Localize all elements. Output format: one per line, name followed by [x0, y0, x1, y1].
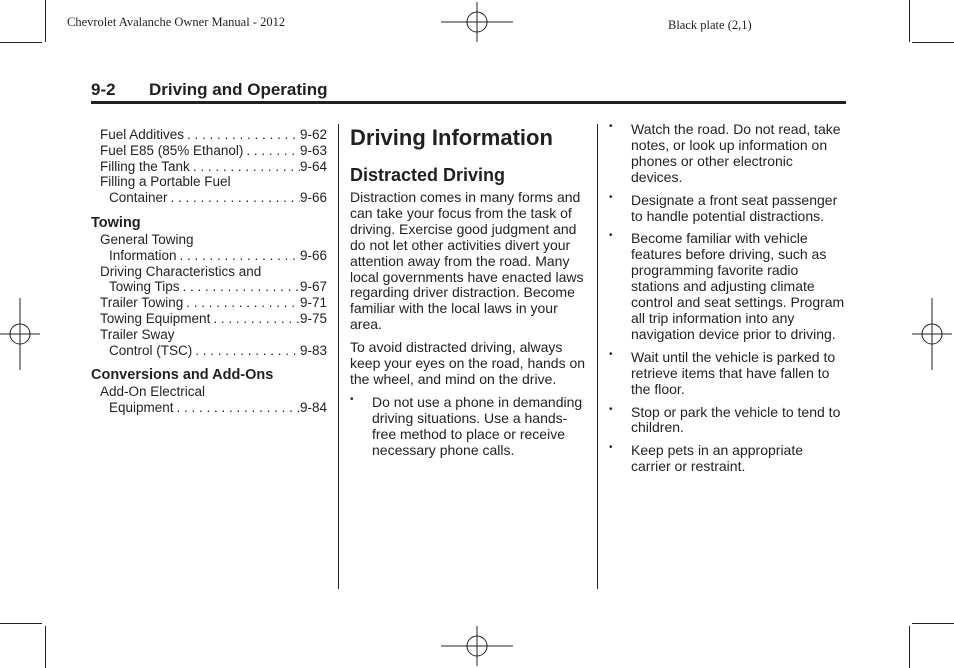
toc-entry[interactable] [91, 143, 327, 159]
toc-leader-dots [180, 279, 300, 295]
toc-entry-label: Trailer Towing [100, 295, 184, 311]
toc-entry-label: Filling the Tank [100, 158, 190, 174]
bullet-list [350, 395, 590, 459]
bullet-item [609, 231, 845, 342]
toc-page-number: 9-75 [299, 310, 327, 326]
toc-entry-label: Control (TSC) [109, 342, 193, 358]
crop-mark-top-left-h [0, 42, 42, 43]
bullet-icon: • [609, 403, 613, 415]
subsection-title: Distracted Driving [350, 165, 506, 185]
bullet-item [609, 443, 845, 475]
main-column [350, 124, 590, 466]
crop-mark-top-right-v [909, 0, 910, 42]
registration-target-icon [0, 298, 40, 370]
page-title: Driving Information [350, 125, 553, 150]
toc-entry-label: Fuel Additives [100, 127, 185, 142]
toc-page-number: 9-67 [299, 279, 327, 295]
toc-entry-label: Add-On Electrical [100, 384, 206, 400]
section-number: 9-2 [91, 80, 116, 99]
crop-mark-top-right-h [912, 42, 954, 43]
intro-paragraph: Distraction comes in many forms and can take your focus from the task of driving. Exercise good judgment and do not let other activities divert your attention away from the road. Many local governments have enacted laws regarding driver distraction. Become familiar with the local laws in your area. [350, 189, 584, 333]
right-column [609, 122, 845, 482]
registration-target-icon [441, 2, 513, 42]
toc-line [91, 400, 327, 416]
toc-entry[interactable] [91, 174, 327, 206]
toc-entry[interactable] [91, 264, 327, 296]
bullet-item [609, 350, 845, 398]
bullet-text: Stop or park the vehicle to tend to children. [631, 403, 841, 436]
crop-mark-bottom-left-v [45, 626, 46, 668]
toc-entry[interactable] [91, 127, 327, 143]
toc-entry-label: General Towing [100, 231, 194, 247]
column-divider [338, 124, 339, 589]
toc-entry-label: Information [109, 247, 177, 263]
bullet-icon: • [609, 191, 613, 203]
bullet-item [609, 405, 845, 437]
bullet-text: Become familiar with vehicle features before driving, such as programming favorite radio stations and adjusting climate control and seat settings. Program all trip information into any navigation device prior to driving. [631, 230, 845, 342]
bullet-text: Watch the road. Do not read, take notes, or look up information on phones or other electronic devices. [631, 121, 841, 185]
column-divider [597, 124, 598, 589]
header-plate-label: Black plate (2,1) [668, 18, 752, 32]
toc-line [91, 343, 327, 359]
bullet-icon: • [609, 230, 613, 242]
registration-target-icon [441, 626, 513, 666]
toc-leader-dots [184, 127, 300, 143]
toc-page-number: 9-66 [299, 247, 327, 263]
toc-entry[interactable] [91, 159, 327, 175]
toc-page-number: 9-83 [299, 342, 327, 358]
toc-entry-label: Towing Equipment [100, 310, 211, 326]
toc-page-number: 9-66 [299, 190, 327, 206]
toc-entry-label: Driving Characteristics and [100, 263, 262, 279]
toc-leader-dots [177, 248, 300, 264]
bullet-item [609, 122, 845, 186]
toc-group-title: Towing [91, 214, 141, 231]
crop-mark-bottom-left-h [0, 623, 42, 624]
toc-page-number: 9-64 [299, 158, 327, 174]
toc-leader-dots [174, 400, 300, 416]
toc-line [91, 311, 327, 327]
toc-line [91, 143, 327, 159]
toc-entry[interactable] [91, 232, 327, 264]
bullet-item [350, 395, 590, 459]
toc-entry[interactable] [91, 311, 327, 327]
toc-leader-dots [243, 143, 300, 159]
toc-line [91, 248, 327, 264]
toc-leader-dots [210, 311, 300, 327]
bullet-item [609, 193, 845, 225]
toc-entry[interactable] [91, 295, 327, 311]
toc-line [91, 127, 327, 143]
table-of-contents [91, 127, 327, 416]
bullet-list [609, 122, 845, 475]
section-rule [91, 101, 846, 104]
bullet-text: Wait until the vehicle is parked to retrieve items that have fallen to the floor. [631, 348, 836, 397]
bullet-text: Do not use a phone in demanding driving situations. Use a hands-free method to place or receive necessary phone calls. [372, 393, 583, 458]
section-heading [91, 80, 328, 100]
crop-mark-top-left-v [45, 0, 46, 42]
bullet-text: Keep pets in an appropriate carrier or restraint. [631, 442, 804, 475]
toc-page-number: 9-62 [299, 127, 327, 142]
toc-entry-label: Towing Tips [109, 279, 180, 295]
toc-page-number: 9-71 [299, 295, 327, 311]
toc-leader-dots [190, 159, 300, 175]
toc-leader-dots [183, 295, 300, 311]
toc-entry-label: Filling a Portable Fuel [100, 174, 231, 190]
toc-line [91, 159, 327, 175]
toc-entry-label: Container [109, 190, 168, 206]
toc-page-number: 9-84 [299, 400, 327, 416]
crop-mark-bottom-right-h [912, 623, 954, 624]
header-manual-title: Chevrolet Avalanche Owner Manual - 2012 [67, 15, 286, 29]
advice-paragraph: To avoid distracted driving, always keep your eyes on the road, hands on the wheel, and mind on the drive. [350, 339, 586, 387]
bullet-icon: • [609, 121, 613, 132]
toc-entry-label: Equipment [109, 400, 174, 416]
bullet-icon: • [350, 393, 354, 405]
toc-line [91, 279, 327, 295]
toc-entry[interactable] [91, 327, 327, 359]
toc-entry[interactable] [91, 384, 327, 416]
bullet-icon: • [609, 442, 613, 454]
toc-group-title: Conversions and Add-Ons [91, 367, 274, 384]
toc-page-number: 9-63 [299, 142, 327, 158]
registration-target-icon [912, 298, 952, 370]
bullet-icon: • [609, 348, 613, 360]
toc-leader-dots [192, 343, 300, 359]
toc-entry-label: Trailer Sway [100, 326, 175, 342]
toc-leader-dots [168, 190, 300, 206]
toc-line [91, 295, 327, 311]
section-title: Driving and Operating [149, 80, 328, 99]
toc-entry-label: Fuel E85 (85% Ethanol) [100, 142, 244, 158]
crop-mark-bottom-right-v [909, 626, 910, 668]
bullet-text: Designate a front seat passenger to handle potential distractions. [631, 191, 838, 224]
toc-line [91, 190, 327, 206]
